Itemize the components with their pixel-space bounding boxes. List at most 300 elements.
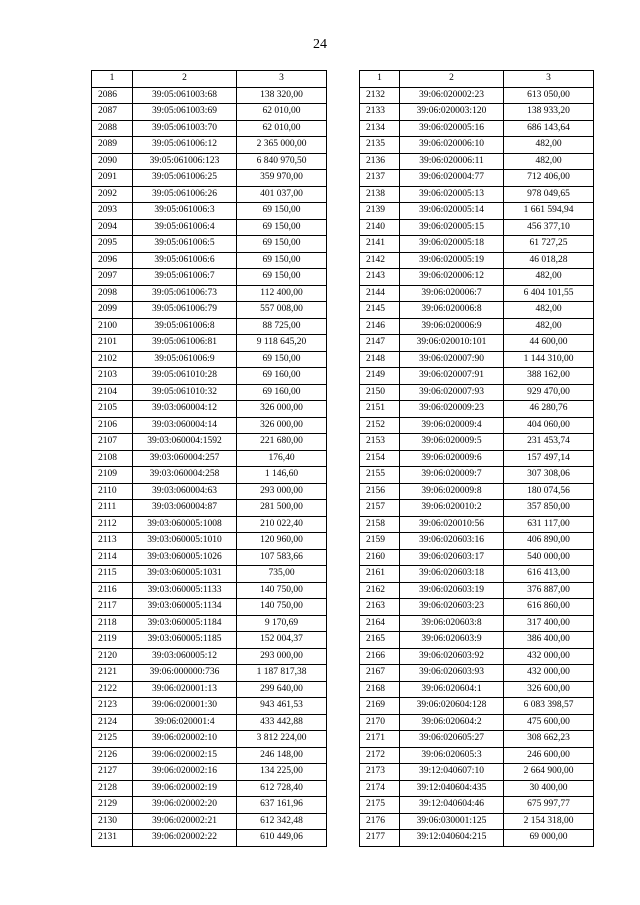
cadastral-number: 39:06:020004:77: [400, 170, 504, 187]
right-table: [359, 70, 594, 847]
cost-value: 157 497,14: [504, 450, 594, 467]
cost-value: 62 010,00: [237, 120, 327, 137]
row-number: 2086: [92, 87, 133, 104]
cadastral-number: 39:06:020002:23: [400, 87, 504, 104]
cost-value: 3 812 224,00: [237, 731, 327, 748]
table-row: [92, 797, 327, 814]
left-table: [91, 70, 327, 847]
cadastral-number: 39:03:060005:1133: [133, 582, 237, 599]
cadastral-number: 39:03:060004:257: [133, 450, 237, 467]
row-number: 2157: [360, 500, 400, 517]
row-number: 2175: [360, 797, 400, 814]
row-number: 2163: [360, 599, 400, 616]
table-row: [92, 450, 327, 467]
table-row: [92, 186, 327, 203]
cadastral-number: 39:06:020603:8: [400, 615, 504, 632]
cost-value: 140 750,00: [237, 599, 327, 616]
cost-value: 943 461,53: [237, 698, 327, 715]
row-number: 2161: [360, 566, 400, 583]
table-row: [92, 203, 327, 220]
cadastral-number: 39:06:020009:8: [400, 483, 504, 500]
table-row: [360, 384, 594, 401]
table-row: [360, 137, 594, 154]
cadastral-number: 39:06:020005:18: [400, 236, 504, 253]
cost-value: 69 150,00: [237, 219, 327, 236]
table-row: [360, 434, 594, 451]
cost-value: 281 500,00: [237, 500, 327, 517]
row-number: 2147: [360, 335, 400, 352]
cost-value: 326 000,00: [237, 401, 327, 418]
row-number: 2100: [92, 318, 133, 335]
cost-value: 138 933,20: [504, 104, 594, 121]
table-row: [360, 219, 594, 236]
row-number: 2111: [92, 500, 133, 517]
cost-value: 686 143,64: [504, 120, 594, 137]
table-row: [92, 137, 327, 154]
cadastral-number: 39:06:020010:56: [400, 516, 504, 533]
row-number: 2165: [360, 632, 400, 649]
cadastral-number: 39:12:040607:10: [400, 764, 504, 781]
row-number: 2148: [360, 351, 400, 368]
cadastral-number: 39:03:060005:1010: [133, 533, 237, 550]
table-row: [360, 582, 594, 599]
cadastral-number: 39:06:020005:14: [400, 203, 504, 220]
table-row: [360, 368, 594, 385]
cost-value: 712 406,00: [504, 170, 594, 187]
cadastral-number: 39:05:061003:70: [133, 120, 237, 137]
row-number: 2121: [92, 665, 133, 682]
row-number: 2113: [92, 533, 133, 550]
cost-value: 433 442,88: [237, 714, 327, 731]
cadastral-number: 39:03:060005:1185: [133, 632, 237, 649]
cost-value: 978 049,65: [504, 186, 594, 203]
page-number: 24: [313, 37, 327, 52]
table-row: [92, 335, 327, 352]
row-number: 2089: [92, 137, 133, 154]
cadastral-number: 39:03:060005:1008: [133, 516, 237, 533]
table-row: [360, 417, 594, 434]
cadastral-number: 39:05:061006:123: [133, 153, 237, 170]
row-number: 2131: [92, 830, 133, 847]
row-number: 2141: [360, 236, 400, 253]
cadastral-number: 39:03:060004:1592: [133, 434, 237, 451]
cost-value: 404 060,00: [504, 417, 594, 434]
row-number: 2107: [92, 434, 133, 451]
row-number: 2149: [360, 368, 400, 385]
cost-value: 6 083 398,57: [504, 698, 594, 715]
cadastral-number: 39:05:061006:4: [133, 219, 237, 236]
row-number: 2108: [92, 450, 133, 467]
cost-value: 357 850,00: [504, 500, 594, 517]
cadastral-number: 39:05:061006:79: [133, 302, 237, 319]
cadastral-number: 39:06:020002:20: [133, 797, 237, 814]
table-row: [92, 104, 327, 121]
cadastral-number: 39:05:061006:7: [133, 269, 237, 286]
cadastral-number: 39:06:020603:23: [400, 599, 504, 616]
cost-value: 557 008,00: [237, 302, 327, 319]
cost-value: 307 308,06: [504, 467, 594, 484]
column-header: 3: [504, 71, 594, 88]
cadastral-number: 39:05:061006:12: [133, 137, 237, 154]
cadastral-number: 39:03:060005:1184: [133, 615, 237, 632]
cadastral-number: 39:03:060005:1031: [133, 566, 237, 583]
table-row: [360, 648, 594, 665]
cadastral-number: 39:06:020007:91: [400, 368, 504, 385]
table-row: [360, 813, 594, 830]
cadastral-number: 39:06:020603:16: [400, 533, 504, 550]
row-number: 2151: [360, 401, 400, 418]
row-number: 2104: [92, 384, 133, 401]
row-number: 2093: [92, 203, 133, 220]
cadastral-number: 39:06:020009:7: [400, 467, 504, 484]
table-row: [360, 632, 594, 649]
cost-value: 138 320,00: [237, 87, 327, 104]
cost-value: 299 640,00: [237, 681, 327, 698]
cost-value: 6 840 970,50: [237, 153, 327, 170]
cadastral-number: 39:05:061006:25: [133, 170, 237, 187]
table-row: [360, 467, 594, 484]
cadastral-number: 39:06:020605:3: [400, 747, 504, 764]
cost-value: 359 970,00: [237, 170, 327, 187]
table-row: [360, 401, 594, 418]
cadastral-number: 39:06:020010:101: [400, 335, 504, 352]
row-number: 2140: [360, 219, 400, 236]
cadastral-number: 39:05:061006:6: [133, 252, 237, 269]
table-row: [92, 401, 327, 418]
row-number: 2129: [92, 797, 133, 814]
table-row: [92, 516, 327, 533]
row-number: 2095: [92, 236, 133, 253]
row-number: 2139: [360, 203, 400, 220]
table-row: [360, 500, 594, 517]
row-number: 2103: [92, 368, 133, 385]
cadastral-number: 39:06:020604:1: [400, 681, 504, 698]
row-number: 2094: [92, 219, 133, 236]
cost-value: 231 453,74: [504, 434, 594, 451]
cost-value: 1 661 594,94: [504, 203, 594, 220]
row-number: 2087: [92, 104, 133, 121]
row-number: 2110: [92, 483, 133, 500]
cost-value: 735,00: [237, 566, 327, 583]
table-header-row: [92, 71, 327, 88]
cost-value: 475 600,00: [504, 714, 594, 731]
cost-value: 112 400,00: [237, 285, 327, 302]
table-row: [92, 351, 327, 368]
cadastral-number: 39:06:020603:9: [400, 632, 504, 649]
cadastral-number: 39:05:061006:8: [133, 318, 237, 335]
table-row: [92, 384, 327, 401]
row-number: 2134: [360, 120, 400, 137]
table-row: [92, 582, 327, 599]
cost-value: 482,00: [504, 153, 594, 170]
row-number: 2114: [92, 549, 133, 566]
cadastral-number: 39:12:040604:46: [400, 797, 504, 814]
cadastral-number: 39:05:061006:26: [133, 186, 237, 203]
cost-value: 1 187 817,38: [237, 665, 327, 682]
row-number: 2112: [92, 516, 133, 533]
cost-value: 6 404 101,55: [504, 285, 594, 302]
row-number: 2118: [92, 615, 133, 632]
cost-value: 2 664 900,00: [504, 764, 594, 781]
cadastral-number: 39:06:020002:19: [133, 780, 237, 797]
table-row: [92, 170, 327, 187]
cost-value: 69 150,00: [237, 252, 327, 269]
table-row: [360, 797, 594, 814]
table-row: [92, 566, 327, 583]
cadastral-number: 39:03:060005:1134: [133, 599, 237, 616]
row-number: 2127: [92, 764, 133, 781]
table-row: [360, 120, 594, 137]
row-number: 2120: [92, 648, 133, 665]
table-row: [92, 302, 327, 319]
table-row: [92, 615, 327, 632]
table-row: [360, 483, 594, 500]
cost-value: 9 170,69: [237, 615, 327, 632]
cadastral-number: 39:06:020010:2: [400, 500, 504, 517]
cadastral-number: 39:03:060004:12: [133, 401, 237, 418]
table-row: [360, 318, 594, 335]
table-row: [360, 335, 594, 352]
cadastral-number: 39:05:061006:3: [133, 203, 237, 220]
table-row: [92, 731, 327, 748]
row-number: 2145: [360, 302, 400, 319]
table-row: [92, 681, 327, 698]
table-row: [360, 516, 594, 533]
cadastral-number: 39:05:061006:5: [133, 236, 237, 253]
row-number: 2097: [92, 269, 133, 286]
table-row: [360, 549, 594, 566]
table-row: [360, 599, 594, 616]
cost-value: 69 150,00: [237, 236, 327, 253]
row-number: 2146: [360, 318, 400, 335]
cadastral-number: 39:06:020009:6: [400, 450, 504, 467]
cadastral-number: 39:05:061006:73: [133, 285, 237, 302]
row-number: 2128: [92, 780, 133, 797]
cadastral-number: 39:06:020006:12: [400, 269, 504, 286]
row-number: 2105: [92, 401, 133, 418]
row-number: 2169: [360, 698, 400, 715]
cost-value: 631 117,00: [504, 516, 594, 533]
cost-value: 432 000,00: [504, 665, 594, 682]
row-number: 2098: [92, 285, 133, 302]
cost-value: 69 150,00: [237, 269, 327, 286]
row-number: 2150: [360, 384, 400, 401]
table-row: [92, 747, 327, 764]
cadastral-number: 39:06:020006:10: [400, 137, 504, 154]
cost-value: 46 018,28: [504, 252, 594, 269]
row-number: 2159: [360, 533, 400, 550]
row-number: 2164: [360, 615, 400, 632]
row-number: 2174: [360, 780, 400, 797]
cadastral-number: 39:03:060004:258: [133, 467, 237, 484]
cost-value: 308 662,23: [504, 731, 594, 748]
cost-value: 246 148,00: [237, 747, 327, 764]
cost-value: 293 000,00: [237, 648, 327, 665]
cadastral-number: 39:06:020605:27: [400, 731, 504, 748]
cadastral-number: 39:06:020002:16: [133, 764, 237, 781]
table-row: [360, 665, 594, 682]
cost-value: 317 400,00: [504, 615, 594, 632]
cadastral-number: 39:06:020009:4: [400, 417, 504, 434]
table-row: [92, 269, 327, 286]
cost-value: 929 470,00: [504, 384, 594, 401]
row-number: 2126: [92, 747, 133, 764]
cadastral-number: 39:05:061006:81: [133, 335, 237, 352]
cost-value: 326 000,00: [237, 417, 327, 434]
row-number: 2168: [360, 681, 400, 698]
cost-value: 482,00: [504, 318, 594, 335]
cadastral-number: 39:06:020005:16: [400, 120, 504, 137]
row-number: 2153: [360, 434, 400, 451]
cadastral-number: 39:06:020006:11: [400, 153, 504, 170]
cadastral-number: 39:06:020603:18: [400, 566, 504, 583]
row-number: 2166: [360, 648, 400, 665]
table-row: [360, 351, 594, 368]
table-row: [360, 830, 594, 847]
cadastral-number: 39:06:020009:5: [400, 434, 504, 451]
row-number: 2091: [92, 170, 133, 187]
row-number: 2133: [360, 104, 400, 121]
row-number: 2136: [360, 153, 400, 170]
cost-value: 107 583,66: [237, 549, 327, 566]
table-row: [92, 813, 327, 830]
row-number: 2099: [92, 302, 133, 319]
table-row: [92, 648, 327, 665]
cadastral-number: 39:06:020005:13: [400, 186, 504, 203]
cadastral-number: 39:06:020005:15: [400, 219, 504, 236]
cadastral-number: 39:06:020009:23: [400, 401, 504, 418]
column-header: 1: [360, 71, 400, 88]
cost-value: 612 342,48: [237, 813, 327, 830]
cadastral-number: 39:03:060005:1026: [133, 549, 237, 566]
cost-value: 386 400,00: [504, 632, 594, 649]
table-row: [92, 120, 327, 137]
cadastral-number: 39:05:061003:69: [133, 104, 237, 121]
cost-value: 482,00: [504, 137, 594, 154]
table-row: [92, 467, 327, 484]
row-number: 2143: [360, 269, 400, 286]
cost-value: 388 162,00: [504, 368, 594, 385]
table-row: [92, 599, 327, 616]
column-header: 2: [400, 71, 504, 88]
row-number: 2096: [92, 252, 133, 269]
table-row: [360, 236, 594, 253]
cost-value: 30 400,00: [504, 780, 594, 797]
table-row: [92, 714, 327, 731]
cadastral-number: 39:06:020603:17: [400, 549, 504, 566]
table-row: [360, 615, 594, 632]
table-row: [360, 302, 594, 319]
table-row: [92, 830, 327, 847]
table-row: [92, 153, 327, 170]
table-row: [360, 87, 594, 104]
row-number: 2102: [92, 351, 133, 368]
cost-value: 612 728,40: [237, 780, 327, 797]
cost-value: 326 600,00: [504, 681, 594, 698]
table-row: [360, 714, 594, 731]
cost-value: 482,00: [504, 302, 594, 319]
cost-value: 456 377,10: [504, 219, 594, 236]
cost-value: 88 725,00: [237, 318, 327, 335]
cadastral-number: 39:12:040604:215: [400, 830, 504, 847]
table-row: [360, 764, 594, 781]
cost-value: 61 727,25: [504, 236, 594, 253]
row-number: 2122: [92, 681, 133, 698]
cost-value: 616 860,00: [504, 599, 594, 616]
row-number: 2176: [360, 813, 400, 830]
cadastral-number: 39:06:020001:30: [133, 698, 237, 715]
cost-value: 46 280,76: [504, 401, 594, 418]
table-row: [92, 665, 327, 682]
table-row: [360, 450, 594, 467]
row-number: 2172: [360, 747, 400, 764]
cadastral-number: 39:06:030001:125: [400, 813, 504, 830]
row-number: 2162: [360, 582, 400, 599]
cadastral-number: 39:06:020007:90: [400, 351, 504, 368]
cadastral-number: 39:06:020001:13: [133, 681, 237, 698]
cost-value: 1 146,60: [237, 467, 327, 484]
cost-value: 69 000,00: [504, 830, 594, 847]
table-row: [92, 318, 327, 335]
cadastral-number: 39:06:020006:8: [400, 302, 504, 319]
row-number: 2130: [92, 813, 133, 830]
table-row: [360, 153, 594, 170]
cost-value: 176,40: [237, 450, 327, 467]
cost-value: 482,00: [504, 269, 594, 286]
cadastral-number: 39:05:061003:68: [133, 87, 237, 104]
cost-value: 675 997,77: [504, 797, 594, 814]
row-number: 2116: [92, 582, 133, 599]
cost-value: 44 600,00: [504, 335, 594, 352]
cost-value: 120 960,00: [237, 533, 327, 550]
cadastral-number: 39:03:060004:63: [133, 483, 237, 500]
row-number: 2144: [360, 285, 400, 302]
cost-value: 613 050,00: [504, 87, 594, 104]
row-number: 2154: [360, 450, 400, 467]
row-number: 2138: [360, 186, 400, 203]
cadastral-number: 39:06:020604:128: [400, 698, 504, 715]
cost-value: 69 150,00: [237, 351, 327, 368]
table-row: [92, 87, 327, 104]
row-number: 2132: [360, 87, 400, 104]
table-row: [92, 549, 327, 566]
cost-value: 1 144 310,00: [504, 351, 594, 368]
table-row: [360, 203, 594, 220]
table-row: [92, 368, 327, 385]
row-number: 2171: [360, 731, 400, 748]
table-row: [360, 731, 594, 748]
cost-value: 293 000,00: [237, 483, 327, 500]
column-header: 3: [237, 71, 327, 88]
cost-value: 246 600,00: [504, 747, 594, 764]
cost-value: 376 887,00: [504, 582, 594, 599]
row-number: 2119: [92, 632, 133, 649]
table-row: [360, 698, 594, 715]
cost-value: 637 161,96: [237, 797, 327, 814]
cadastral-number: 39:06:020006:9: [400, 318, 504, 335]
cadastral-number: 39:06:020002:10: [133, 731, 237, 748]
table-row: [92, 417, 327, 434]
table-row: [360, 104, 594, 121]
table-row: [92, 533, 327, 550]
column-header: 2: [133, 71, 237, 88]
table-row: [92, 698, 327, 715]
row-number: 2125: [92, 731, 133, 748]
cost-value: 2 365 000,00: [237, 137, 327, 154]
cadastral-number: 39:03:060004:87: [133, 500, 237, 517]
cadastral-number: 39:03:060005:12: [133, 648, 237, 665]
table-row: [360, 170, 594, 187]
